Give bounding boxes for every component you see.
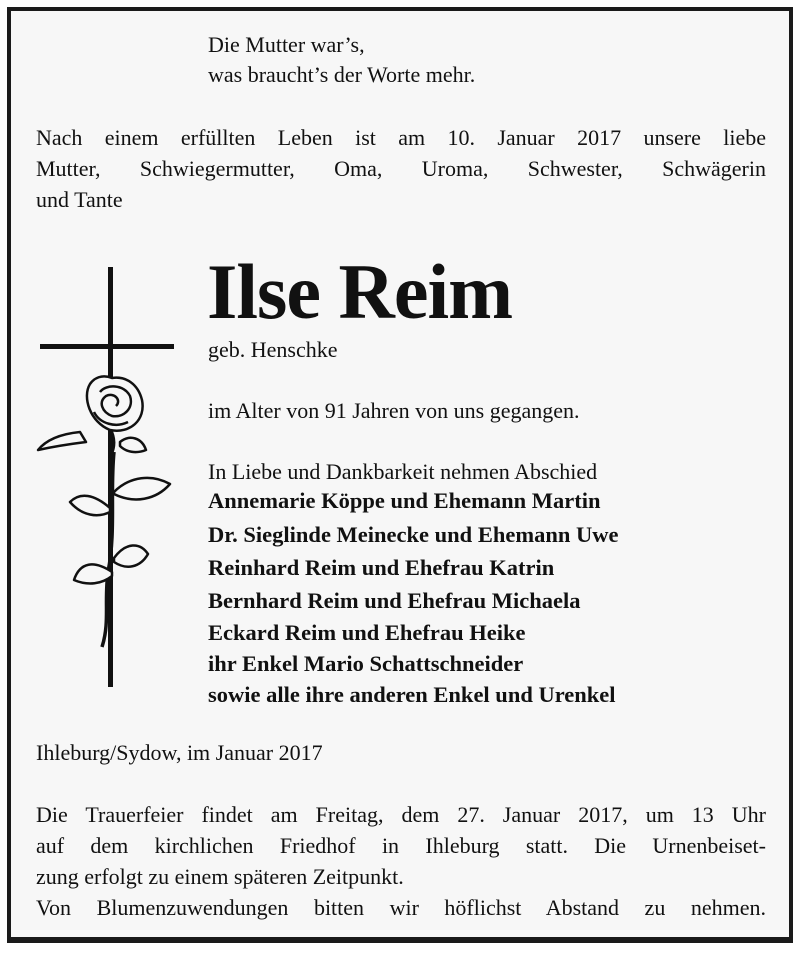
mourner-name: Bernhard Reim und Ehefrau Michaela: [208, 588, 581, 613]
intro-line-2: was braucht’s der Worte mehr.: [208, 62, 476, 87]
mourner-name: Dr. Sieglinde Meinecke und Ehemann Uwe: [208, 522, 619, 547]
birth-name: geb. Henschke: [208, 337, 338, 362]
funeral-line-2: auf dem kirchlichen Friedhof in Ihleburg statt. Die Urnenbeiset-: [36, 833, 766, 858]
mourner-name: sowie alle ihre anderen Enkel und Urenkel: [208, 682, 616, 707]
announcement-line-2: Mutter, Schwiegermutter, Oma, Uroma, Schwester, Schwägerin: [36, 156, 766, 181]
mourner-name: Reinhard Reim und Ehefrau Katrin: [208, 555, 555, 580]
deceased-name: Ilse Reim: [207, 248, 513, 335]
intro-line-1: Die Mutter war’s,: [208, 32, 365, 57]
funeral-line-3: zung erfolgt zu einem späteren Zeitpunkt.: [36, 864, 404, 889]
announcement-line-3: und Tante: [36, 187, 123, 212]
funeral-line-4: Von Blumenzuwendungen bitten wir höflichst Abstand zu nehmen.: [36, 895, 766, 920]
rose-icon: [38, 376, 170, 647]
announcement-line-1: Nach einem erfüllten Leben ist am 10. Januar 2017 unsere liebe: [36, 125, 766, 150]
cross-with-rose: [30, 262, 190, 697]
age-line: im Alter von 91 Jahren von uns gegangen.: [208, 398, 580, 423]
mourner-name: Annemarie Köppe und Ehemann Martin: [208, 488, 601, 513]
mourner-name: ihr Enkel Mario Schattschneider: [208, 651, 524, 676]
funeral-line-1: Die Trauerfeier findet am Freitag, dem 27. Januar 2017, um 13 Uhr: [36, 802, 766, 827]
mourner-name: Eckard Reim und Ehefrau Heike: [208, 620, 526, 645]
mourners-intro: In Liebe und Dankbarkeit nehmen Abschied: [208, 459, 598, 484]
cross-icon: [30, 262, 190, 692]
place-date: Ihleburg/Sydow, im Januar 2017: [36, 740, 323, 765]
